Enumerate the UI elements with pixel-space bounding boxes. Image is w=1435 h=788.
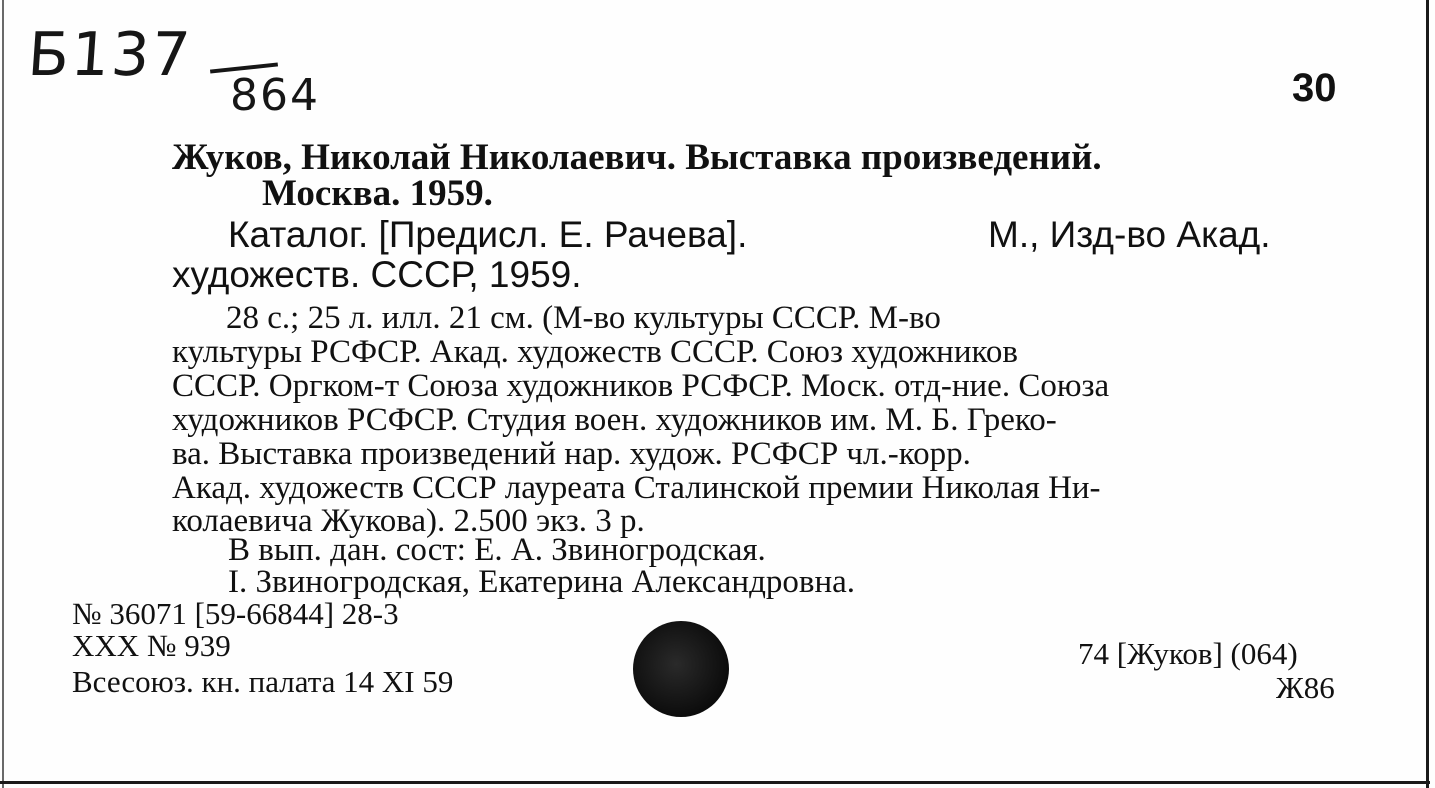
book-chamber-stamp: Всесоюз. кн. палата 14 XI 59 (72, 664, 454, 699)
entry-description-line: культуры РСФСР. Акад. художеств СССР. Союз художников (172, 334, 1018, 370)
compiler-note: В вып. дан. сост: Е. А. Звиногродская. (228, 532, 766, 568)
card-punch-hole (633, 621, 729, 717)
entry-description-line: Акад. художеств СССР лауреата Сталинской премии Николая Ни- (172, 470, 1101, 506)
entry-heading-line-2: Москва. 1959. (262, 173, 493, 214)
entry-title-line-1-right: М., Изд-во Акад. (988, 214, 1271, 255)
card-bottom-edge (0, 781, 1430, 784)
added-entry: I. Звиногродская, Екатерина Александровна. (228, 564, 856, 600)
series-number: XXX № 939 (72, 628, 231, 663)
entry-title-line-2: художеств. СССР, 1959. (172, 254, 582, 295)
entry-heading-line-1: Жуков, Николай Николаевич. Выставка произведений. (172, 137, 1102, 178)
entry-description-line: колаевича Жукова). 2.500 экз. 3 р. (172, 503, 645, 539)
entry-description-line: СССР. Оргком-т Союза художников РСФСР. Моск. отд-ние. Союза (172, 368, 1110, 404)
entry-title-line-1-left: Каталог. [Предисл. Е. Рачева]. (228, 214, 748, 255)
handwritten-subnumber: 864 (230, 70, 320, 121)
card-left-edge (2, 0, 4, 788)
entry-description-line: ва. Выставка произведений нар. худож. РСФСР чл.-корр. (172, 436, 971, 472)
author-mark: Ж86 (1276, 670, 1335, 705)
card-right-edge (1426, 0, 1429, 788)
card-number: 30 (1292, 66, 1337, 110)
classification-index: 74 [Жуков] (064) (1078, 636, 1298, 671)
handwritten-shelfmark: Б137 (25, 20, 195, 90)
entry-description-line: художников РСФСР. Студия воен. художников им. М. Б. Греко- (172, 402, 1057, 438)
entry-description-line: 28 с.; 25 л. илл. 21 см. (М-во культуры СССР. М-во (226, 300, 941, 336)
registration-number: № 36071 [59-66844] 28-3 (72, 596, 399, 631)
